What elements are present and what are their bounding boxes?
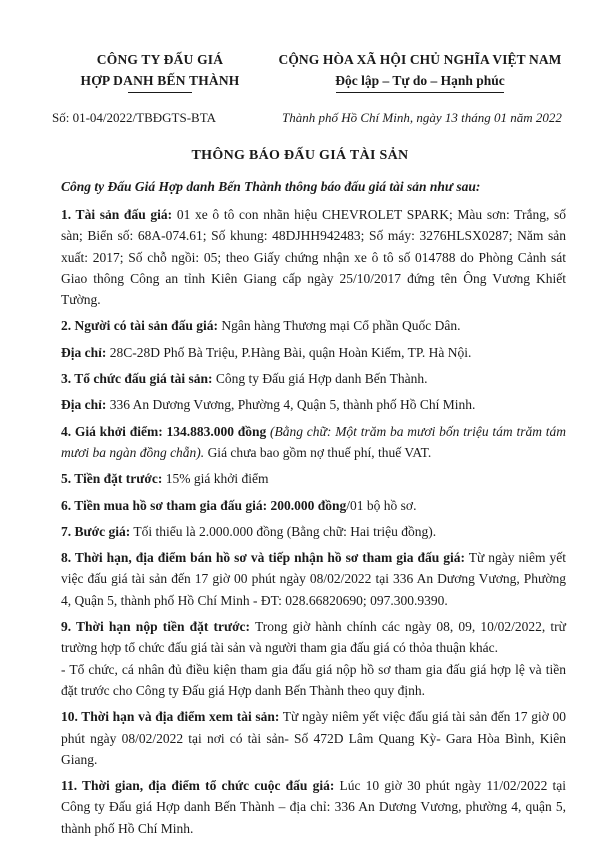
section-3-label: 3. Tổ chức đấu giá tài sản:	[61, 371, 213, 387]
section-11	[61, 775, 566, 839]
section-2-address-label: Địa chỉ:	[61, 344, 107, 360]
section-10	[61, 706, 566, 770]
section-11-text: Lúc 10 giờ 30 phút ngày 11/02/2022 tại Công ty Đấu giá Hợp danh Bến Thành – địa chỉ: 336 An Dương Vương, phường 4, quận 5, thành phố Hồ Chí Minh.	[61, 778, 566, 836]
section-4	[61, 421, 566, 464]
section-4-words: (Bằng chữ: Một trăm ba mươi bốn triệu tám trăm tám mươi ba ngàn đồng chẵn).	[61, 423, 566, 460]
section-11-label: 11. Thời gian, địa điểm tổ chức cuộc đấu giá:	[61, 778, 335, 794]
section-2-address	[61, 342, 566, 363]
section-5-text: 15% giá khởi điểm	[162, 471, 269, 487]
section-7-label: 7. Bước giá:	[61, 523, 131, 539]
section-3-text: Công ty Đấu giá Hợp danh Bến Thành.	[212, 371, 428, 387]
intro-line: Công ty Đấu Giá Hợp danh Bến Thành thông báo đấu giá tài sản như sau:	[61, 179, 481, 194]
national-motto: Độc lập – Tự do – Hạnh phúc	[335, 73, 505, 88]
section-5	[61, 468, 566, 489]
section-10-label: 10. Thời hạn và địa điểm xem tài sản:	[61, 709, 280, 725]
section-3-address-label: Địa chỉ:	[61, 397, 107, 413]
section-6	[61, 495, 566, 516]
company-name-line1: CÔNG TY ĐẤU GIÁ	[96, 52, 224, 67]
section-8	[61, 547, 566, 611]
section-8-text: Từ ngày niêm yết việc đấu giá tài sản đến 17 giờ 00 phút ngày 08/02/2022 tại 336 An Dương Vương, Phường 4, Quận 5, thành phố Hồ Chí Minh - ĐT: 028.66820690; 097.300.9390.	[61, 550, 566, 608]
section-4-text: Giá chưa bao gồm nợ thuế phí, thuế VAT.	[204, 444, 432, 460]
section-7	[61, 521, 566, 542]
section-2-label: 2. Người có tài sản đấu giá:	[61, 318, 218, 334]
section-9-label: 9. Thời hạn nộp tiền đặt trước:	[61, 619, 251, 635]
company-name-line2: HỢP DANH BẾN THÀNH	[80, 73, 240, 88]
section-2-text: Ngân hàng Thương mại Cổ phần Quốc Dân.	[217, 318, 461, 334]
company-underline	[128, 92, 192, 93]
section-9	[61, 616, 566, 659]
document-number: Số: 01-04/2022/TBĐGTS-BTA	[52, 110, 216, 125]
section-1-label: 1. Tài sản đấu giá:	[61, 207, 173, 222]
notice-body	[61, 204, 566, 844]
section-3	[61, 368, 566, 389]
date-line: Thành phố Hồ Chí Minh, ngày 13 tháng 01 năm 2022	[282, 110, 562, 125]
section-4-label: 4. Giá khởi điểm: 134.883.000 đồng	[61, 423, 267, 439]
section-10-text: Từ ngày niêm yết việc đấu giá tài sản đến 17 giờ 00 phút ngày 08/02/2022 tại nơi có tài sản- Số 472D Lâm Quang Kỳ- Gara Hòa Bình, Kiên Giang.	[61, 709, 566, 767]
section-1	[61, 204, 566, 310]
nation-title: CỘNG HÒA XÃ HỘI CHỦ NGHĨA VIỆT NAM	[278, 52, 562, 67]
document-title: THÔNG BÁO ĐẤU GIÁ TÀI SẢN	[191, 148, 409, 163]
section-8-label: 8. Thời hạn, địa điểm bán hồ sơ và tiếp nhận hồ sơ tham gia đấu giá:	[61, 550, 466, 566]
section-6-text: /01 bộ hồ sơ.	[346, 497, 417, 513]
section-2	[61, 315, 566, 336]
company-header	[70, 49, 250, 93]
section-9-note: - Tổ chức, cá nhân đủ điều kiện tham gia đấu giá nộp hồ sơ tham gia đấu giá hợp lệ và tiền đặt trước cho Công ty Đấu giá Hợp danh Bến Thành theo quy định.	[61, 661, 566, 698]
section-3-address	[61, 394, 566, 415]
section-3-address-text: 336 An Dương Vương, Phường 4, Quận 5, thành phố Hồ Chí Minh.	[106, 397, 476, 413]
section-5-label: 5. Tiền đặt trước:	[61, 471, 163, 487]
motto-underline	[336, 92, 504, 93]
national-header	[260, 49, 580, 93]
section-6-label: 6. Tiền mua hồ sơ tham gia đấu giá: 200.000 đồng	[61, 497, 347, 513]
section-9-text: Trong giờ hành chính các ngày 08, 09, 10/02/2022, trừ trường hợp tổ chức đấu giá tài sản và người tham gia đấu giá có thỏa thuận khác.	[61, 619, 566, 656]
section-7-text: Tối thiểu là 2.000.000 đồng (Bằng chữ: Hai triệu đồng).	[130, 523, 437, 539]
section-2-address-text: 28C-28D Phố Bà Triệu, P.Hàng Bài, quận Hoàn Kiếm, TP. Hà Nội.	[106, 344, 472, 360]
section-1-text: 01 xe ô tô con nhãn hiệu CHEVROLET SPARK; Màu sơn: Trắng, số sàn; Biển số: 68A-074.61; Số khung: 48DJHH942483; Số máy: 3276HLSX0287; Năm sản xuất: 2017; Số chỗ ngồi: 05; theo Giấy chứng nhận xe ô tô số 014788 do Phòng Cảnh sát Giao thông Công an tỉnh Kiên Giang cấp ngày 25/10/2017 đứng tên Ông Vương Khiết Tường.	[61, 207, 567, 308]
